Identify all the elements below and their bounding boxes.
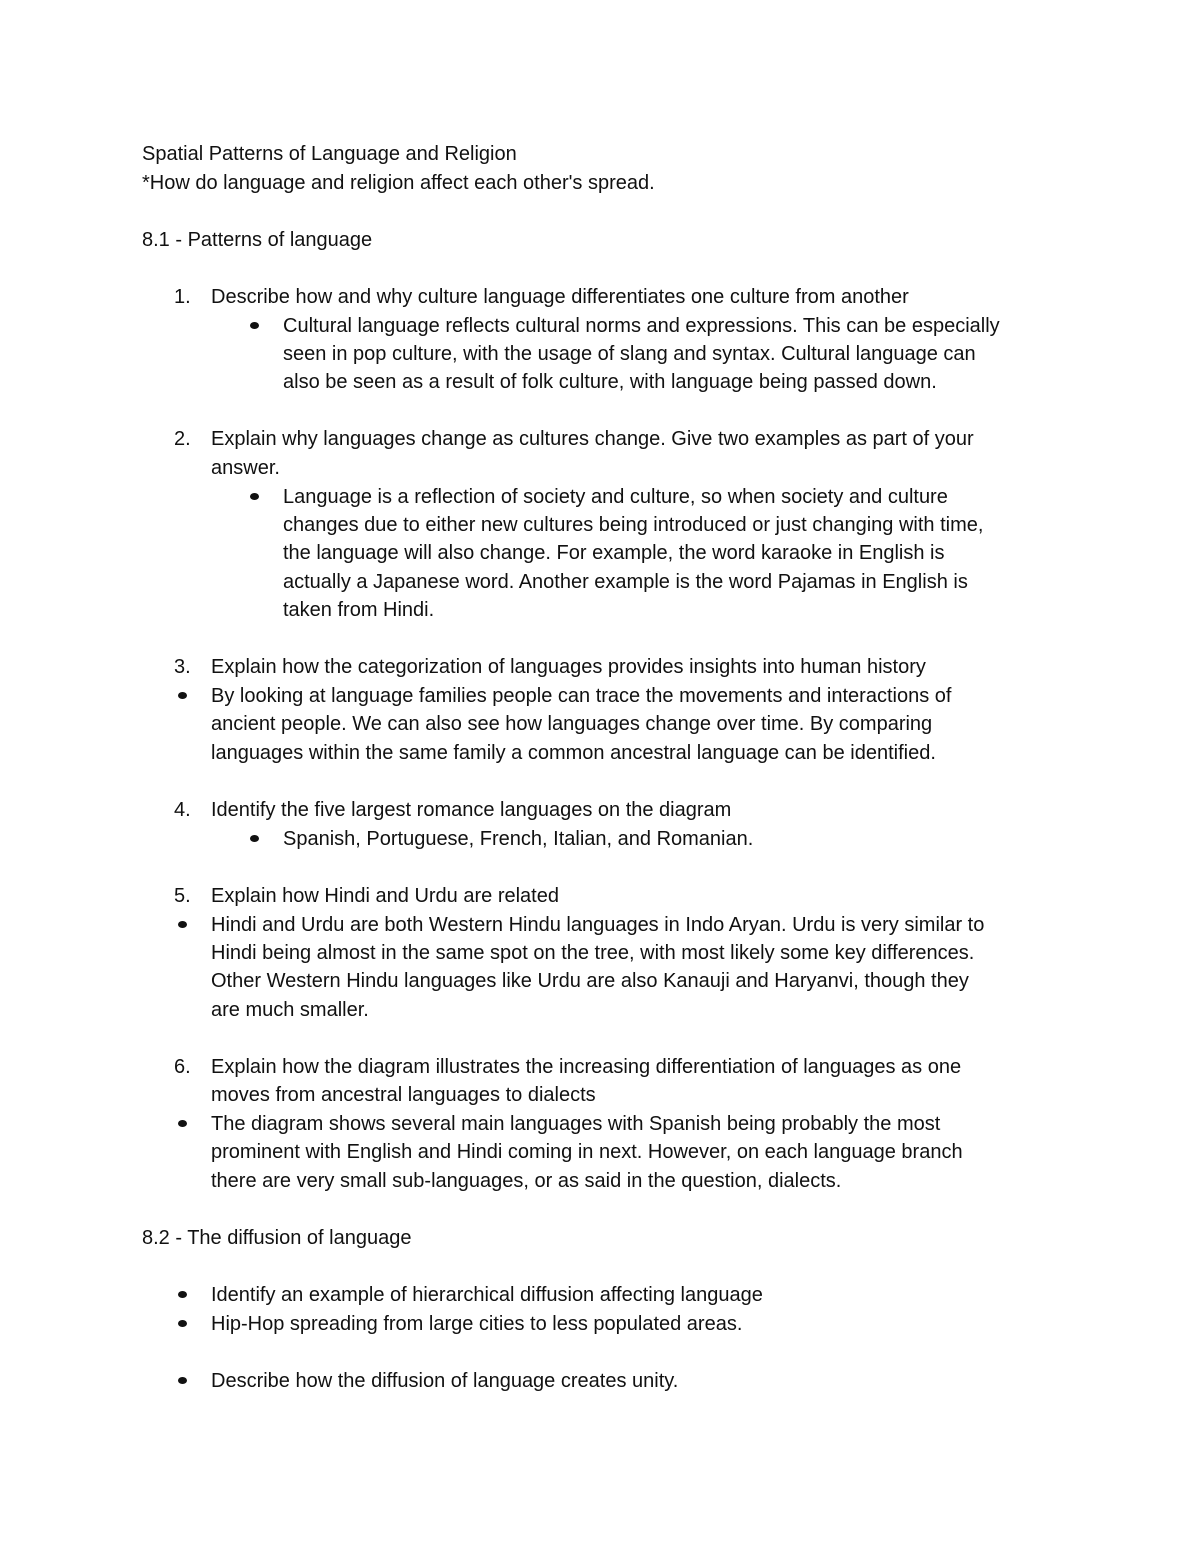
- answer-line: Language is a reflection of society and culture, so when society and culture: [283, 486, 948, 508]
- list-item: Identify an example of hierarchical diffusion affecting language: [211, 1284, 763, 1306]
- question-text: Explain how Hindi and Urdu are related: [211, 885, 559, 907]
- answer-line: Cultural language reflects cultural norms and expressions. This can be especially: [283, 315, 1000, 337]
- answer-line: Hindi being almost in the same spot on the tree, with most likely some key differences.: [211, 942, 975, 964]
- bullet-icon: [178, 1291, 187, 1298]
- answer-line: The diagram shows several main languages with Spanish being probably the most: [211, 1113, 941, 1135]
- bullet-icon: [250, 835, 259, 842]
- question-text: Explain why languages change as cultures change. Give two examples as part of your: [211, 428, 974, 450]
- answer-line: Other Western Hindu languages like Urdu are also Kanauji and Haryanvi, though they: [211, 970, 969, 992]
- question-number: 1.: [174, 286, 191, 308]
- section-heading-8-2: 8.2 - The diffusion of language: [142, 1227, 412, 1249]
- question-text: Identify the five largest romance languages on the diagram: [211, 799, 732, 821]
- answer-line: there are very small sub-languages, or as said in the question, dialects.: [211, 1170, 842, 1192]
- question-number: 5.: [174, 885, 191, 907]
- bullet-icon: [178, 1377, 187, 1384]
- question-number: 2.: [174, 428, 191, 450]
- document-subtitle: *How do language and religion affect each other's spread.: [142, 172, 655, 194]
- bullet-icon: [178, 1320, 187, 1327]
- question-text: Explain how the diagram illustrates the increasing differentiation of languages as one: [211, 1056, 962, 1078]
- bullet-icon: [250, 322, 259, 329]
- answer-line: prominent with English and Hindi coming in next. However, on each language branch: [211, 1141, 963, 1163]
- list-item: Hip-Hop spreading from large cities to less populated areas.: [211, 1313, 743, 1335]
- question-text: Explain how the categorization of languages provides insights into human history: [211, 656, 926, 678]
- question-number: 4.: [174, 799, 191, 821]
- answer-line: Spanish, Portuguese, French, Italian, and Romanian.: [283, 828, 754, 850]
- question-text: moves from ancestral languages to dialects: [211, 1084, 596, 1106]
- question-number: 6.: [174, 1056, 191, 1078]
- answer-line: are much smaller.: [211, 999, 369, 1021]
- answer-line: ancient people. We can also see how languages change over time. By comparing: [211, 713, 933, 735]
- question-text: Describe how and why culture language differentiates one culture from another: [211, 286, 909, 308]
- answer-line: By looking at language families people can trace the movements and interactions of: [211, 685, 952, 707]
- question-text: answer.: [211, 457, 280, 479]
- bullet-icon: [178, 692, 187, 699]
- answer-line: the language will also change. For example, the word karaoke in English is: [283, 542, 945, 564]
- answer-line: taken from Hindi.: [283, 599, 435, 621]
- section-heading-8-1: 8.1 - Patterns of language: [142, 229, 373, 251]
- document-title: Spatial Patterns of Language and Religion: [142, 143, 517, 165]
- bullet-icon: [178, 1120, 187, 1127]
- answer-line: seen in pop culture, with the usage of slang and syntax. Cultural language can: [283, 343, 976, 365]
- answer-line: changes due to either new cultures being introduced or just changing with time,: [283, 514, 984, 536]
- answer-line: Hindi and Urdu are both Western Hindu languages in Indo Aryan. Urdu is very similar to: [211, 914, 985, 936]
- answer-line: also be seen as a result of folk culture, with language being passed down.: [283, 371, 937, 393]
- question-number: 3.: [174, 656, 191, 678]
- list-item: Describe how the diffusion of language creates unity.: [211, 1370, 679, 1392]
- bullet-icon: [178, 921, 187, 928]
- answer-line: languages within the same family a common ancestral language can be identified.: [211, 742, 936, 764]
- answer-line: actually a Japanese word. Another example is the word Pajamas in English is: [283, 571, 968, 593]
- bullet-icon: [250, 493, 259, 500]
